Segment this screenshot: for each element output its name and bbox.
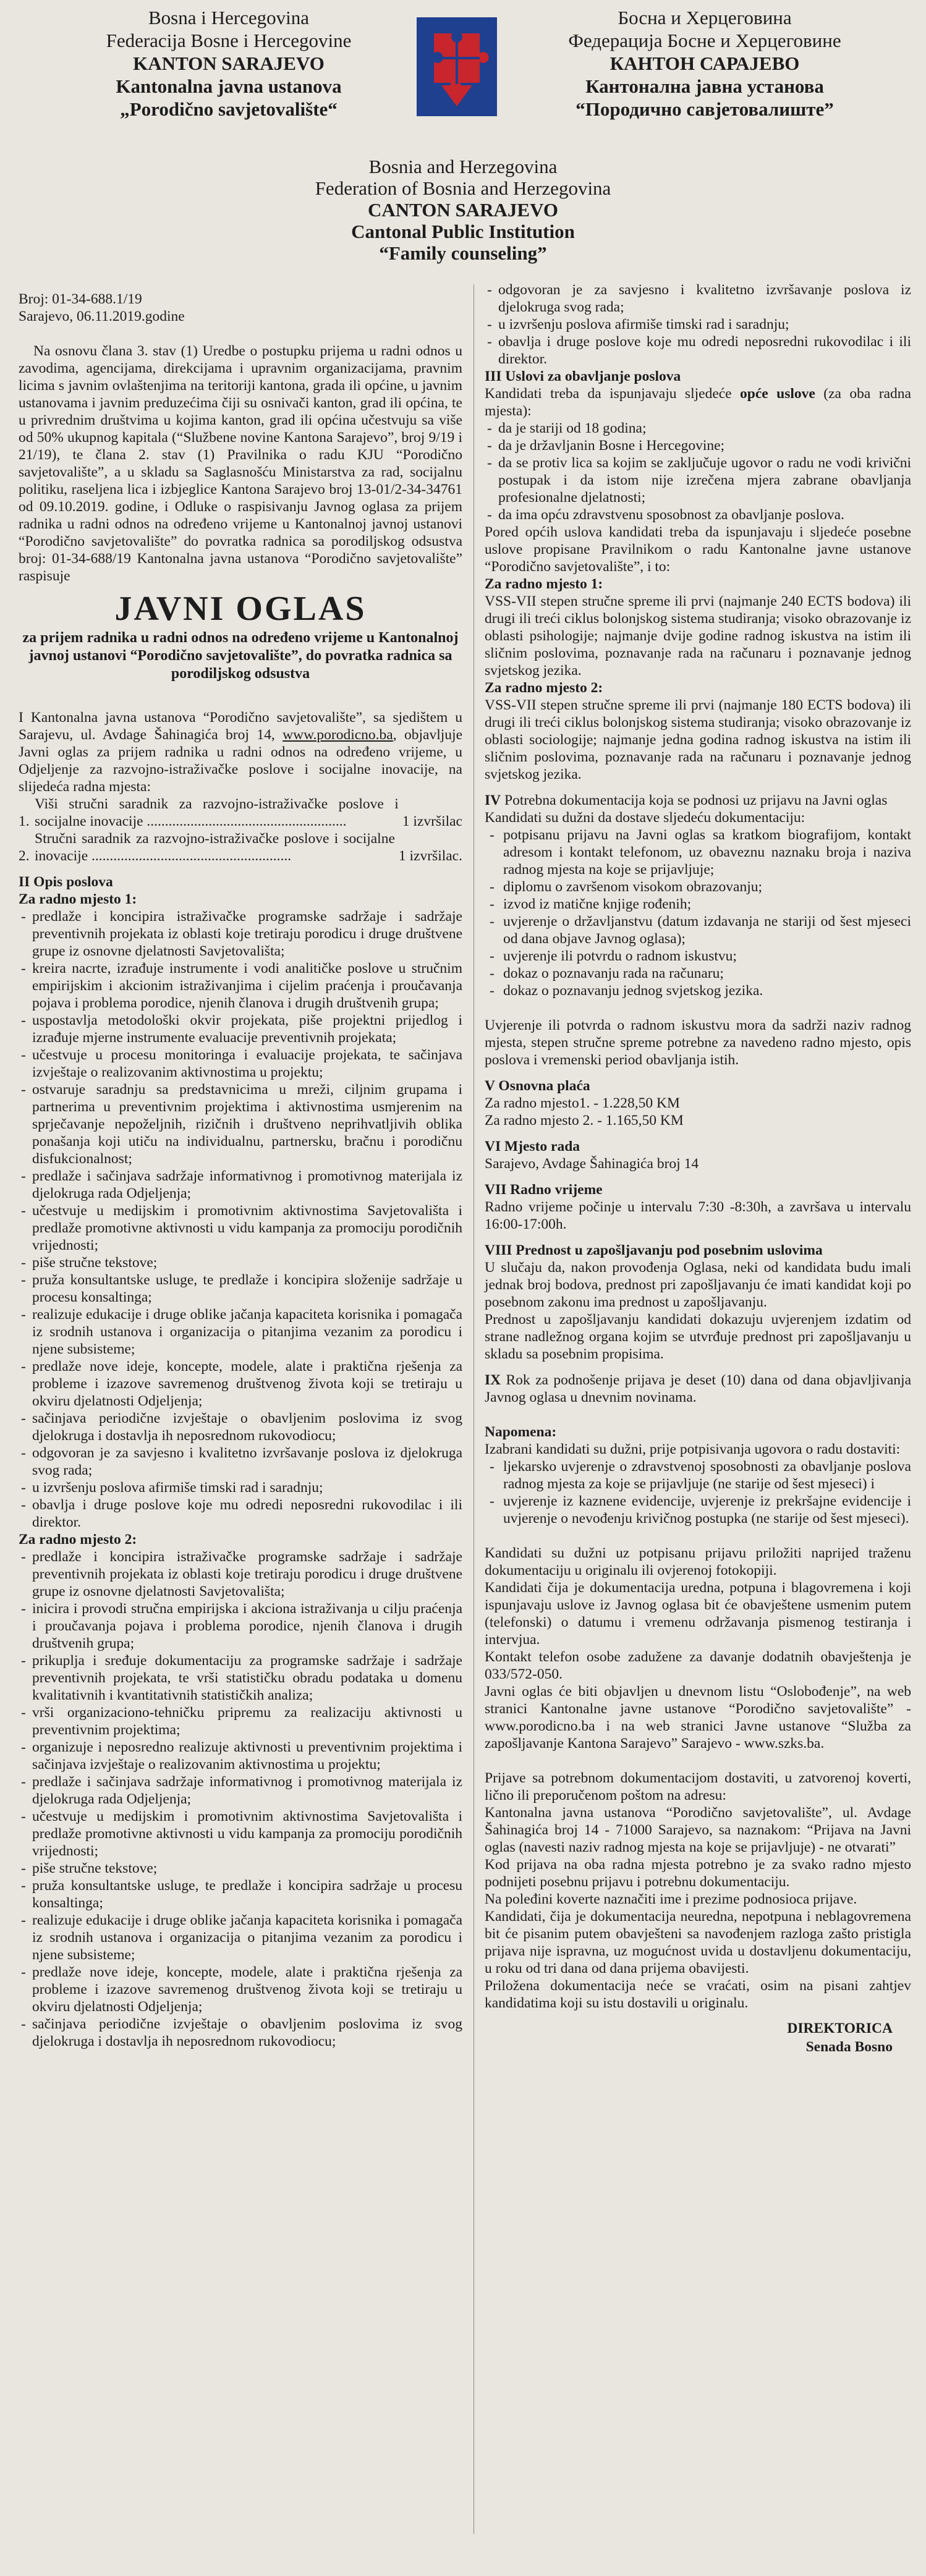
- conditions-rm2-text: VSS-VII stepen stručne spreme ili prvi (najmanje 180 ECTS bodova) ili drugi ili treći ciklus bolonjskog sistema studiranja; visoko obrazovanje iz oblasti sociologije; najmanje jedna godina radnog iskustva na istim ili sličnim poslovima, poznavanje rada na računaru i poznavanje jednog svjetskog jezika.: [485, 697, 911, 782]
- condition-item: - da ima opću zdravstvenu sposobnost za obavljanje poslova.: [485, 506, 911, 523]
- duty-item: - prikuplja i sređuje dokumentaciju za programske sadržaje i sadržaje preventivnih projekata, te vrši statističku obradu podataka u domenu kvalitativnih i kvantitativnih statističkih analiza;: [19, 1652, 462, 1704]
- duty-item: - uspostavlja metodološki okvir projekata, piše projektni prijedlog i izrađuje mjerne instrumente evaluacije preventivnih projekata;: [19, 1012, 462, 1046]
- header-country: Bosna i Hercegovina: [148, 7, 309, 28]
- signature-name: Senada Bosno: [805, 2039, 893, 2055]
- section-4-heading: [485, 792, 911, 809]
- header-institution-type-cyr: Кантонална јавна установа: [585, 75, 824, 97]
- duty-item: - predlaže nove ideje, koncepte, modele, alate i praktična rješenja za probleme i izazove savremenog društvenog života koji se tretiraju u okviru djelatnosti Odjeljenja;: [19, 1358, 462, 1410]
- duties-rm1-list: [19, 908, 462, 1531]
- section-9-text: [485, 1371, 911, 1406]
- general-conditions-list: [485, 420, 911, 523]
- duty-item: - inicira i provodi stručna empirijska i akciona istraživanja u cilju praćenja i proučavanja pojava i problema porodice, njenih članova i drugih društvenih grupa;: [19, 1600, 462, 1652]
- right-column: [485, 281, 911, 2056]
- puzzle-heart-logo-icon: [415, 16, 498, 117]
- header-canton-cyr: КАНТОН САРАЈЕВО: [610, 53, 800, 74]
- general-conditions-intro: [485, 385, 911, 420]
- duty-item: - odgovoran je za savjesno i kvalitetno izvršavanje poslova iz djelokruga svog rada;: [485, 281, 911, 316]
- document-item: - uvjerenje o državljanstvu (datum izdavanja ne stariji od šest mjeseci od dana objave Javnog oglasa);: [485, 913, 911, 947]
- note-paragraph: Kandidati su dužni uz potpisanu prijavu priložiti naprijed traženu dokumentaciju u originalu ili ovjerenoj fotokopiji.: [485, 1545, 911, 1578]
- working-hours: Radno vrijeme počinje u intervalu 7:30 -8:30h, a završava u intervalu 16:00-17:00h.: [485, 1199, 911, 1232]
- document-item: - izvod iz matične knjige rođenih;: [485, 896, 911, 913]
- legal-preamble: Na osnovu člana 3. stav (1) Uredbe o postupku prijema u radni odnos u zavodima, agencijama, direkcijama i upravnim organizacijama, pravnim licima s javnim ovlaštenjima na teritoriji kantona, grada ili općine, u javnim ustanovama i javnim preduzećima čiji su osnivači kanton, grad ili općina, te u privrednim društvima u kojima kanton, grad ili općina učestvuju sa više od 50% ukupnog kapitala (“Službene novine Kantona Sarajevo”, broj 9/19 i 21/19), te člana 2. stav (1) Pravilnika o radu KJU “Porodično savjetovalište”, a u skladu sa Saglasnošću Ministarstva za rad, socijalnu politiku, raseljena lica i izbjeglice Kantona Sarajevo broj 13-01/2-34-34761 od 09.10.2019. godine, i Odluke o raspisivanju Javnog oglasa za prijem radnika u radni odnos na određeno vrijeme u Kantonalnoj javnoj ustanovi “Porodično savjetovalište” do povratka radnica sa porodiljskog odsustva broj: 01-34-688/19 Kantonalna javna ustanova “Porodično savjetovalište” raspisuje: [19, 343, 462, 584]
- header-left-latin: [56, 6, 402, 121]
- section-1-lead: I Kantonalna javna ustanova “Porodično savjetovalište”, sa sjedištem u Sarajevu, ul. Avdage Šahinagića broj 14,: [19, 710, 462, 743]
- header-country-cyr: Босна и Херцеговина: [618, 7, 792, 28]
- submit-paragraph: Prijave sa potrebnom dokumentacijom dostaviti, u zatvorenoj koverti, lično ili preporučenom poštom na adresu:: [485, 1770, 911, 1803]
- note-item: - uvjerenje iz kaznene evidencije, uvjerenje iz prekršajne evidencije i uvjerenje o nevođenju krivičnog postupka (ne starije od šest mjeseci).: [485, 1493, 911, 1527]
- header-right-cyrillic: [532, 6, 878, 121]
- submit-paragraph: Kod prijava na oba radna mjesta potrebno je za svako radno mjesto podnijeti posebnu prijavu i potrebnu dokumentaciju.: [485, 1857, 911, 1890]
- duty-item: - učestvuje u procesu monitoringa i evaluacije projekata, te sačinjava izvještaje o realizovanim aktivnostima u projektu;: [19, 1046, 462, 1081]
- intro-part: Kandidati treba da ispunjavaju sljedeće: [485, 386, 741, 402]
- section-9-numeral: IX: [485, 1372, 501, 1388]
- position-item: [19, 795, 462, 830]
- condition-item: - da se protiv lica sa kojim se zaključuje ugovor o radu ne vodi krivični postupak i da istom nije izrečena mjera zabrane obavljanja profesionalne djelatnosti;: [485, 454, 911, 506]
- duty-item: - piše stručne tekstove;: [19, 1860, 462, 1877]
- duty-item: - u izvršenju poslova afirmiše timski rad i saradnju;: [485, 316, 911, 333]
- duty-item: - predlaže i koncipira istraživačke programske sadržaje i sadržaje preventivnih projekata iz oblasti koje tretiraju porodicu i druge društvene grupe iz osnovne djelatnosti Savjetovališta;: [19, 908, 462, 960]
- section-5-heading: V Osnovna plaća: [485, 1078, 590, 1094]
- page-title: JAVNI OGLAS: [114, 590, 367, 628]
- position-count: 1 izvršilac.: [398, 848, 462, 864]
- position-item: [19, 830, 462, 865]
- duty-item: - sačinjava periodične izvještaje o obavljenim poslovima iz svog djelokruga i dostavlja ih neposrednom rukovodiocu;: [19, 2015, 462, 2050]
- documents-intro: Kandidati su dužni da dostave sljedeću dokumentaciju:: [485, 810, 805, 826]
- submit-paragraph: Priložena dokumentacija neće se vraćati, osim na pisani zahtjev kandidatima koji su istu dostavili u originalu.: [485, 1978, 911, 2011]
- note-heading: Napomena:: [485, 1424, 557, 1440]
- header-canton-en: CANTON SARAJEVO: [368, 199, 558, 221]
- header-institution-name-cyr: “Породично савјетовалиште”: [576, 98, 834, 120]
- duty-item: - predlaže i sačinjava sadržaje informativnog i promotivnog materijala iz djelokruga rada Odjeljenja;: [19, 1773, 462, 1808]
- header-institution-type: Kantonalna javna ustanova: [116, 75, 342, 97]
- duty-item: - ostvaruje saradnju sa predstavnicima u mreži, ciljnim grupama i partnerima u preventivnim projektima i aktivnostima usmjerenim na sprječavanje nepoželjnih, rizičnih i društveno neprihvatljivih oblika ponašanja koji utiču na individualnu, partnersku, bračnu i porodičnu disfukcionalnost;: [19, 1081, 462, 1167]
- duty-item: - sačinjava periodične izvještaje o obavljenim poslovima iz svog djelokruga i dostavlja ih neposrednom rukovodiocu;: [19, 1410, 462, 1444]
- section-4-numeral: IV: [485, 792, 501, 808]
- header-institution-type-en: Cantonal Public Institution: [351, 221, 575, 242]
- note-item: - ljekarsko uvjerenje o zdravstvenoj sposobnosti za obavljanje poslova radnog mjesta za koje se prijavljuje (ne starije od šest mjeseci) i: [485, 1458, 911, 1493]
- duties-rm2-list-cont: [485, 281, 911, 368]
- duty-item: - pruža konsultantske usluge, te predlaže i koncipira sadržaje u procesu konsaltinga;: [19, 1877, 462, 1912]
- duty-item: - organizuje i neposredno realizuje aktivnosti u preventivnim projektima i sačinjava izvještaje o realizovanim aktivnostima u projektu;: [19, 1739, 462, 1773]
- signature-title: DIREKTORICA: [787, 2020, 893, 2036]
- document-number: Broj: 01-34-688.1/19: [19, 291, 142, 307]
- section-8-heading: VIII Prednost u zapošljavanju pod posebnim uslovima: [485, 1242, 823, 1258]
- duty-item: - realizuje edukacije i druge oblike jačanja kapaciteta korisnika i pomagača iz srodnih ustanova i organizacija o pitanjima vezanim za porodicu i njene subsisteme;: [19, 1912, 462, 1964]
- section-3-heading: III Uslovi za obavljanje poslova: [485, 368, 681, 384]
- document-item: - dokaz o poznavanju rada na računaru;: [485, 965, 911, 982]
- header-country-en: Bosnia and Herzegovina: [368, 156, 558, 177]
- section-1-text: [19, 709, 462, 795]
- conditions-rm2-heading: Za radno mjesto 2:: [485, 680, 603, 696]
- page-subtitle: za prijem radnika u radni odnos na određeno vrijeme u Kantonalnoj javnoj ustanovi “Porodično savjetovalište”, do povratka radnica sa porodiljskog odsustva: [22, 630, 459, 682]
- conditions-rm1-heading: Za radno mjesto 1:: [485, 576, 603, 592]
- duties-rm2-list: [19, 1548, 462, 2050]
- section-1-rest: , objavljuje Javni oglas za prijem radnika u radni odnos na određeno vrijeme, u Odjeljenje za razvojno-istraživačke poslove i socijalne inovacije, na slijedeća radna mjesta:: [19, 727, 463, 795]
- signature-block: [485, 2019, 911, 2056]
- duty-item: - vrši organizaciono-tehničku pripremu za realizaciju aktivnosti u preventivnim projektima;: [19, 1704, 462, 1739]
- header-federation: Federacija Bosne i Hercegovine: [106, 30, 352, 51]
- header-center-english: [234, 156, 692, 264]
- position-list: [19, 795, 462, 865]
- position-title: Viši stručni saradnik za razvojno-istraživačke poslove i socijalne inovacije .......................................................: [35, 796, 399, 829]
- duty-item: - u izvršenju poslova afirmiše timski rad i saradnju;: [19, 1479, 462, 1496]
- submit-address: Kantonalna javna ustanova “Porodično savjetovalište”, ul. Avdage Šahinagića broj 14 - 71000 Sarajevo, sa naznakom: “Prijava na Javni oglas (navesti naziv radnog mjesta na koje se prijavljuje) - ne otvarati”: [485, 1805, 911, 1855]
- note-paragraph: Javni oglas će biti objavljen u dnevnom listu “Oslobođenje”, na web stranici Kantonalne javne ustanove “Porodično savjetovalište” -www.porodicno.ba i na web stranici Javne ustanove “Služba za zapošljavanje Kantona Sarajevo” Sarajevo - www.szks.ba.: [485, 1684, 911, 1752]
- experience-note: Uvjerenje ili potvrda o radnom iskustvu mora da sadrži naziv radnog mjesta, stepen stručne spreme potrebne za navedeno radno mjesto, opis poslova i vremenski period obavljanja istih.: [485, 1017, 911, 1068]
- condition-item: - da je stariji od 18 godina;: [485, 420, 911, 437]
- note-list: [485, 1458, 911, 1527]
- duties-rm2-heading: Za radno mjesto 2:: [19, 1532, 137, 1548]
- document-item: - uvjerenje ili potvrdu o radnom iskustvu;: [485, 947, 911, 965]
- document-item: - dokaz o poznavanju jednog svjetskog jezika.: [485, 982, 911, 999]
- note-paragraph: Kontakt telefon osobe zadužene za davanje dodatnih obavještenja je 033/572-050.: [485, 1649, 911, 1682]
- submit-paragraph: Kandidati, čija je dokumentacija neuredna, nepotpuna i neblagovremena bit će pisanim putem obavješteni sa navođenjem razloga zašto pristigla prijava nije ispravna, uz mogućnost uvida u dostavljenu dokumentaciju, u roku od tri dana od dana prijema obavijesti.: [485, 1909, 911, 1976]
- duty-item: - odgovoran je za savjesno i kvalitetno izvršavanje poslova iz djelokruga svog rada;: [19, 1444, 462, 1479]
- deadline-text: Rok za podnošenje prijava je deset (10) dana od dana objavljivanja Javnog oglasa u dnevnim novinama.: [485, 1372, 911, 1405]
- header-canton: KANTON SARAJEVO: [133, 53, 325, 74]
- header-federation-en: Federation of Bosnia and Herzegovina: [315, 177, 611, 199]
- position-number: 2.: [19, 848, 30, 864]
- salary-rm2: Za radno mjesto 2. - 1.165,50 KM: [485, 1112, 684, 1129]
- duty-item: - učestvuje u medijskim i promotivnim aktivnostima Savjetovališta i predlaže promotivne aktivnosti u vidu kampanja za promociju porodičnih vrijednosti;: [19, 1808, 462, 1860]
- work-location: Sarajevo, Avdage Šahinagića broj 14: [485, 1156, 699, 1172]
- note-paragraph: Kandidati čija je dokumentacija uredna, potpuna i blagovremena i koji ispunjavaju uslove iz Javnog oglasa bit će obavještene usmenim putem (telefonski) o datumu i vremenu održavanja pismenog testiranja i intervjua.: [485, 1580, 911, 1648]
- duty-item: - kreira nacrte, izrađuje instrumente i vodi analitičke poslove u stručnim empirijskim i akcionim istraživanjima i cijelim praćenja i proučavanja pojava i problema porodice, njenih članova i drugih društvenih grupa;: [19, 960, 462, 1012]
- condition-item: - da je državljanin Bosne i Hercegovine;: [485, 437, 911, 454]
- document-item: - potpisanu prijavu na Javni oglas sa kratkom biografijom, kontakt adresom i kontakt telefonom, uz obaveznu naznaku broja i naziva radnog mjesta na koje se prijavljuje;: [485, 826, 911, 878]
- duty-item: - predlaže i koncipira istraživačke programske sadržaje i sadržaje preventivnih projekata iz oblasti koje tretiraju porodicu i druge društvene grupe iz osnovne djelatnosti Savjetovališta;: [19, 1548, 462, 1600]
- document-date: Sarajevo, 06.11.2019.godine: [19, 308, 185, 324]
- documents-list: [485, 826, 911, 999]
- position-count: 1 izvršilac: [402, 813, 462, 829]
- salary-rm1: Za radno mjesto1. - 1.228,50 KM: [485, 1095, 680, 1111]
- intro-bold: opće uslove: [740, 386, 815, 402]
- note-intro: Izabrani kandidati su dužni, prije potpisivanja ugovora o radu dostaviti:: [485, 1441, 901, 1457]
- section-7-heading: VII Radno vrijeme: [485, 1182, 603, 1198]
- priority-text-2: Prednost u zapošljavanju kandidati dokazuju uvjerenjem izdatim od strane nadležnog organa kojim se utvrđuje prednost pri zapošljavanju u skladu sa posebnim propisima.: [485, 1311, 911, 1362]
- left-column: [19, 290, 462, 2050]
- special-conditions-intro: Pored općih uslova kandidati treba da ispunjavaju i sljedeće posebne uslove propisane Pravilnikom o radu Kantonalne javne ustanove “Porodično savjetovalište”, i to:: [485, 524, 911, 575]
- conditions-rm1-text: VSS-VII stepen stručne spreme ili prvi (najmanje 240 ECTS bodova) ili drugi ili treći ciklus bolonjskog sistema studiranja; visoko obrazovanje iz oblasti psihologije; najmanje dvije godine radnog iskustva na istim ili sličnim poslovima, poznavanje rada na računaru i poznavanje jednog svjetskog jezika.: [485, 593, 911, 679]
- submit-paragraph: Na poleđini koverte naznačiti ime i prezime podnosioca prijave.: [485, 1891, 857, 1907]
- intro-part: (za oba radna mjesta):: [485, 386, 911, 419]
- duty-item: - pruža konsultantske usluge, te predlaže i koncipira složenije sadržaje u procesu konsaltinga;: [19, 1271, 462, 1306]
- header-institution-name-en: “Family counseling”: [379, 242, 547, 264]
- duty-item: - piše stručne tekstove;: [19, 1254, 462, 1271]
- duty-item: - obavlja i druge poslove koje mu odredi neposredni rukovodilac i ili direktor.: [19, 1496, 462, 1531]
- duty-item: - obavlja i druge poslove koje mu odredi neposredni rukovodilac i ili direktor.: [485, 333, 911, 368]
- header-federation-cyr: Федерација Босне и Херцеговине: [568, 30, 841, 51]
- duty-item: - predlaže i sačinjava sadržaje informativnog i promotivnog materijala iz djelokruga rada Odjeljenja;: [19, 1167, 462, 1202]
- position-title: Stručni saradnik za razvojno-istraživačke poslove i socijalne inovacije .......................................................: [35, 831, 395, 864]
- header-institution-name: „Porodično savjetovalište“: [120, 98, 338, 120]
- section-6-heading: VI Mjesto rada: [485, 1138, 580, 1155]
- position-number: 1.: [19, 813, 30, 829]
- duty-item: - realizuje edukacije i druge oblike jačanja kapaciteta korisnika i pomagača iz srodnih ustanova i organizacija o pitanjima vezanim za porodicu i njene subsisteme;: [19, 1306, 462, 1358]
- website-link[interactable]: www.porodicno.ba: [282, 727, 393, 743]
- priority-text-1: U slučaju da, nakon provođenja Oglasa, neki od kandidata budu imali jednak broj bodova, prednost pri zapošljavanju će imati kandidat koji po posebnom zakonu ima prednost u zapošljavanju.: [485, 1260, 911, 1310]
- duty-item: - učestvuje u medijskim i promotivnim aktivnostima Savjetovališta i predlaže promotivne aktivnosti u vidu kampanja za promociju porodičnih vrijednosti;: [19, 1202, 462, 1254]
- section-2-heading: II Opis poslova: [19, 874, 113, 890]
- duty-item: - predlaže nove ideje, koncepte, modele, alate i praktična rješenja za probleme i izazove savremenog društvenog života koji se tretiraju u okviru djelatnosti Odjeljenja;: [19, 1964, 462, 2015]
- duties-rm1-heading: Za radno mjesto 1:: [19, 891, 137, 907]
- section-4-title: Potrebna dokumentacija koja se podnosi uz prijavu na Javni oglas: [501, 792, 888, 808]
- document-item: - diplomu o završenom visokom obrazovanju;: [485, 878, 911, 896]
